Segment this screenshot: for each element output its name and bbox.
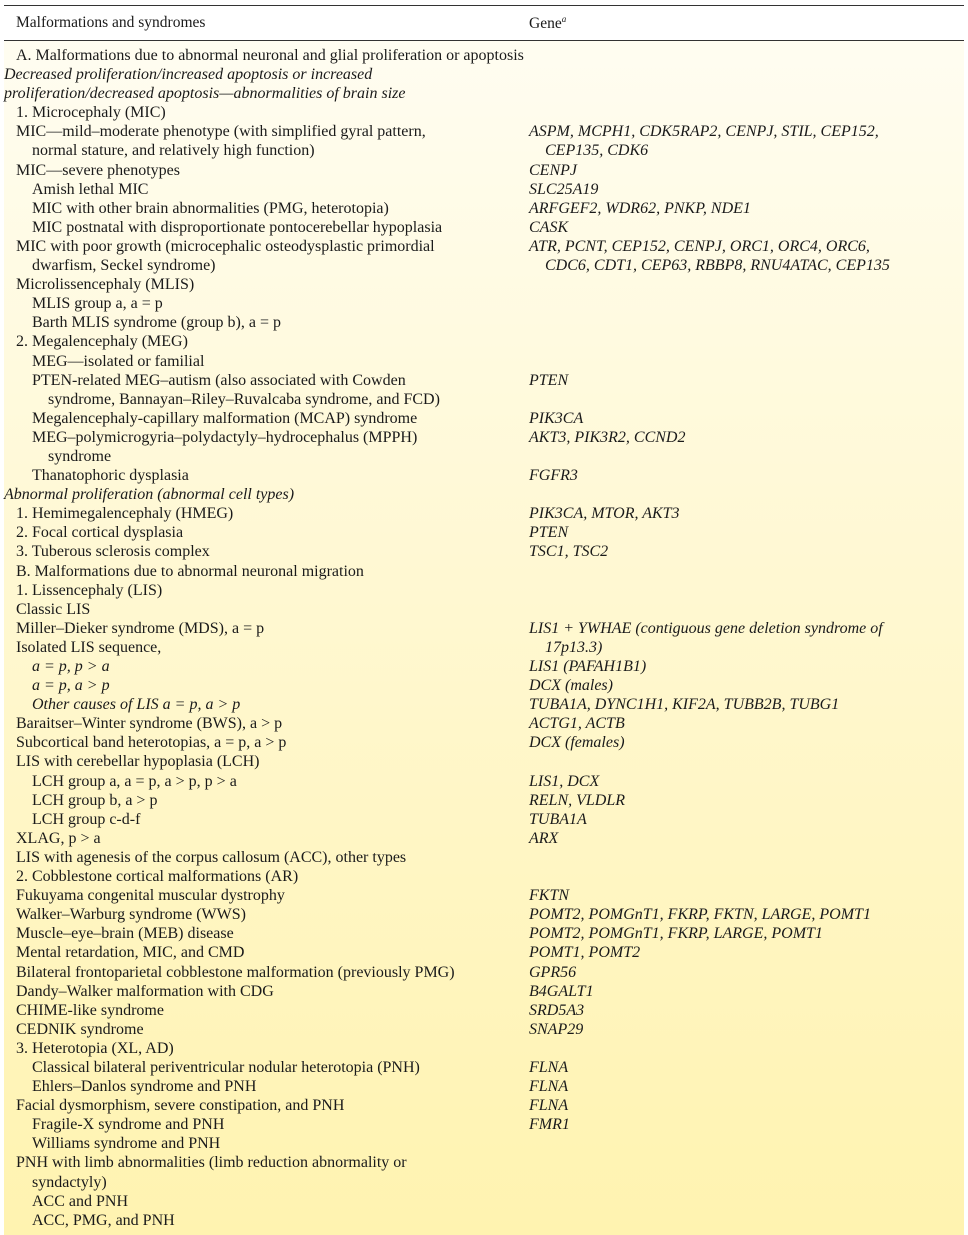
malformation-text: Miller–Dieker syndrome (MDS), a = p <box>16 619 265 637</box>
gene-text: POMT2, POMGnT1, FKRP, FKTN, LARGE, POMT1 <box>529 906 871 924</box>
malformation-text: Dandy–Walker malformation with CDG <box>16 982 274 1000</box>
malformation-text: 3. Tuberous sclerosis complex <box>16 543 210 561</box>
malformation-cell <box>4 332 964 351</box>
gene-text: FLNA <box>529 1078 569 1096</box>
gene-text: DCX (females) <box>529 734 625 752</box>
gene-cell <box>529 943 934 962</box>
gene-text: 17p13.3) <box>545 638 603 656</box>
table-row <box>4 1115 964 1134</box>
malformation-text: MIC—severe phenotypes <box>16 161 180 179</box>
table-row <box>4 1039 964 1058</box>
table-row <box>4 848 964 867</box>
gene-text: PTEN <box>529 524 569 542</box>
gene-cell <box>529 829 934 848</box>
gene-text: CASK <box>529 218 569 236</box>
header-malformations: Malformations and syndromes <box>16 14 206 31</box>
malformation-text: CEDNIK syndrome <box>16 1020 144 1038</box>
malformation-text: normal stature, and relatively high function) <box>32 142 315 160</box>
table-row <box>4 1096 964 1115</box>
gene-cell <box>529 1115 934 1134</box>
gene-text: PTEN <box>529 371 569 389</box>
gene-text: CEP135, CDK6 <box>545 142 649 160</box>
table-row <box>4 103 964 122</box>
malformation-text: ACC, PMG, and PNH <box>32 1211 175 1229</box>
malformation-text: A. Malformations due to abnormal neuronal and glial proliferation or apoptosis <box>16 47 524 64</box>
table-row <box>4 810 964 829</box>
table-body <box>4 41 964 1235</box>
table-row <box>4 161 964 180</box>
table-row <box>4 218 964 237</box>
table-row <box>4 1153 964 1191</box>
malformation-cell <box>4 867 964 886</box>
gene-cell <box>529 1058 934 1077</box>
malformation-text: MEG–polymicrogyria–polydactyly–hydrocephalus (MPPH) <box>32 428 418 446</box>
table-row <box>4 963 964 982</box>
gene-cell <box>529 963 934 982</box>
gene-cell <box>529 1096 934 1115</box>
table-row <box>4 122 964 160</box>
gene-text: PIK3CA, MTOR, AKT3 <box>529 505 680 523</box>
table-row <box>4 466 964 485</box>
table-row <box>4 733 964 752</box>
table-row <box>4 562 964 581</box>
gene-cell <box>529 1001 934 1020</box>
gene-cell <box>529 676 934 695</box>
malformation-text: LCH group b, a > p <box>32 791 158 809</box>
table-row <box>4 695 964 714</box>
malformation-text: Classic LIS <box>16 600 91 618</box>
malformation-text: MIC with poor growth (microcephalic osteodysplastic primordial <box>16 237 435 255</box>
table-row <box>4 943 964 962</box>
table-row <box>4 714 964 733</box>
malformation-cell <box>4 600 964 619</box>
table-row <box>4 752 964 771</box>
table-row <box>4 428 964 466</box>
malformation-text: 3. Heterotopia (XL, AD) <box>16 1039 174 1057</box>
malformation-text: 2. Megalencephaly (MEG) <box>16 333 188 351</box>
gene-text: POMT2, POMGnT1, FKRP, LARGE, POMT1 <box>529 925 823 943</box>
gene-text: LIS1, DCX <box>529 772 600 790</box>
table-row <box>4 332 964 351</box>
gene-cell <box>529 237 934 275</box>
malformation-text: Bilateral frontoparietal cobblestone malformation (previously PMG) <box>16 963 455 981</box>
malformation-text: LIS with agenesis of the corpus callosum (ACC), other types <box>16 848 407 866</box>
table-row <box>4 65 964 103</box>
malformation-cell <box>4 752 964 771</box>
malformation-cell <box>4 275 964 294</box>
malformation-text: MIC—mild–moderate phenotype (with simplified gyral pattern, <box>16 123 426 141</box>
table-row <box>4 275 964 294</box>
malformation-text: 2. Cobblestone cortical malformations (AR) <box>16 868 299 886</box>
malformation-text: Classical bilateral periventricular nodular heterotopia (PNH) <box>32 1058 420 1076</box>
gene-text: B4GALT1 <box>529 982 594 1000</box>
gene-text: ACTG1, ACTB <box>529 715 625 733</box>
malformation-text: 2. Focal cortical dysplasia <box>16 524 184 542</box>
gene-cell <box>529 161 934 180</box>
gene-text: TUBA1A <box>529 810 587 828</box>
table-row <box>4 352 964 371</box>
header-gene-footnote: a <box>561 14 567 24</box>
malformation-text: 1. Microcephaly (MIC) <box>16 104 166 122</box>
table-row <box>4 371 964 409</box>
table-row <box>4 1001 964 1020</box>
table-row <box>4 1077 964 1096</box>
malformation-text: CHIME-like syndrome <box>16 1001 164 1019</box>
gene-cell <box>529 371 934 390</box>
malformation-text: syndrome, Bannayan–Riley–Ruvalcaba syndrome, and FCD) <box>48 390 440 408</box>
gene-text: FLNA <box>529 1097 569 1115</box>
table-row <box>4 504 964 523</box>
malformation-cell <box>4 638 964 657</box>
gene-text: ARFGEF2, WDR62, PNKP, NDE1 <box>529 199 751 217</box>
malformation-cell <box>4 313 964 332</box>
malformation-text: syndactyly) <box>32 1173 107 1191</box>
gene-cell <box>529 122 934 160</box>
table-row <box>4 542 964 561</box>
malformation-cell <box>4 562 964 581</box>
gene-cell <box>529 1077 934 1096</box>
gene-text: FGFR3 <box>529 467 578 485</box>
malformation-text: a = p, a > p <box>32 677 110 695</box>
table-row <box>4 676 964 695</box>
malformation-text: MLIS group a, a = p <box>32 295 163 313</box>
malformation-text: Ehlers–Danlos syndrome and PNH <box>32 1078 257 1096</box>
malformation-text: XLAG, p > a <box>16 829 101 847</box>
gene-text: RELN, VLDLR <box>529 791 626 809</box>
gene-text: TSC1, TSC2 <box>529 543 609 561</box>
gene-text: SLC25A19 <box>529 180 599 198</box>
gene-text: AKT3, PIK3R2, CCND2 <box>529 428 686 446</box>
table-row <box>4 924 964 943</box>
table-row <box>4 180 964 199</box>
malformation-cell <box>4 352 964 371</box>
malformation-cell <box>4 294 964 313</box>
malformation-cell <box>4 1153 964 1191</box>
gene-cell <box>529 180 934 199</box>
table-row <box>4 886 964 905</box>
gene-text: SNAP29 <box>529 1020 584 1038</box>
table-row <box>4 199 964 218</box>
malformation-text: LCH group a, a = p, a > p, p > a <box>32 772 237 790</box>
table-row <box>4 982 964 1001</box>
gene-cell <box>529 466 934 485</box>
malformation-text: 1. Lissencephaly (LIS) <box>16 581 163 599</box>
table-row <box>4 1058 964 1077</box>
malformation-text: PTEN-related MEG–autism (also associated with Cowden <box>32 371 406 389</box>
gene-cell <box>529 886 934 905</box>
malformation-cell <box>4 1134 964 1153</box>
gene-cell <box>529 199 934 218</box>
table-rows <box>4 46 964 1230</box>
gene-cell <box>529 924 934 943</box>
malformation-text: LIS with cerebellar hypoplasia (LCH) <box>16 753 260 771</box>
malformation-text: Megalencephaly-capillary malformation (MCAP) syndrome <box>32 409 418 427</box>
table-row <box>4 657 964 676</box>
malformation-text: Decreased proliferation/increased apoptosis or increased proliferation/decreased apoptosis—abnormalities of brain size <box>4 66 406 103</box>
malformation-text: Subcortical band heterotopias, a = p, a > p <box>16 734 287 752</box>
malformation-text: Mental retardation, MIC, and CMD <box>16 944 245 962</box>
table-header <box>4 6 964 41</box>
gene-cell <box>529 714 934 733</box>
table-row <box>4 523 964 542</box>
table-row <box>4 313 964 332</box>
gene-text: CENPJ <box>529 161 577 179</box>
gene-text: DCX (males) <box>529 677 613 695</box>
table-row <box>4 1192 964 1211</box>
malformation-text: Abnormal proliferation (abnormal cell types) <box>4 486 295 504</box>
gene-text: LIS1 + YWHAE (contiguous gene deletion syndrome of <box>529 619 883 637</box>
malformation-text: 1. Hemimegalencephaly (HMEG) <box>16 505 234 523</box>
table-row <box>4 237 964 275</box>
malformation-text: Microlissencephaly (MLIS) <box>16 276 195 294</box>
malformation-text: dwarfism, Seckel syndrome) <box>32 257 216 275</box>
table-row <box>4 829 964 848</box>
malformation-text: PNH with limb abnormalities (limb reduction abnormality or <box>16 1154 407 1172</box>
table-row <box>4 600 964 619</box>
table-row <box>4 485 964 504</box>
gene-text: POMT1, POMT2 <box>529 944 641 962</box>
malformation-cell <box>4 848 964 867</box>
malformation-text: syndrome <box>48 447 112 465</box>
malformation-text: Walker–Warburg syndrome (WWS) <box>16 906 246 924</box>
malformation-text: Facial dysmorphism, severe constipation, and PNH <box>16 1097 345 1115</box>
gene-text: FKTN <box>529 887 570 905</box>
malformation-cell <box>4 485 964 504</box>
gene-cell <box>529 733 934 752</box>
malformation-text: MIC with other brain abnormalities (PMG, heterotopia) <box>32 199 389 217</box>
gene-cell <box>529 523 934 542</box>
gene-cell <box>529 772 934 791</box>
table-row <box>4 1134 964 1153</box>
gene-cell <box>529 695 934 714</box>
table-row <box>4 638 964 657</box>
table-row <box>4 772 964 791</box>
gene-text: ATR, PCNT, CEP152, CENPJ, ORC1, ORC4, ORC6, <box>529 237 870 255</box>
malformation-text: Baraitser–Winter syndrome (BWS), a > p <box>16 715 283 733</box>
gene-cell <box>529 657 934 676</box>
gene-cell <box>529 791 934 810</box>
malformation-text: Barth MLIS syndrome (group b), a = p <box>32 314 281 332</box>
gene-cell <box>529 218 934 237</box>
malformation-text: Muscle–eye–brain (MEB) disease <box>16 925 234 943</box>
gene-cell <box>529 409 934 428</box>
table-row <box>4 791 964 810</box>
malformation-cell <box>4 1192 964 1211</box>
gene-text: ARX <box>529 829 559 847</box>
malformation-cell <box>4 65 964 103</box>
malformation-text: Other causes of LIS a = p, a > p <box>32 696 241 714</box>
gene-text: SRD5A3 <box>529 1001 585 1019</box>
table-row <box>4 294 964 313</box>
gene-text: CDC6, CDT1, CEP63, RBBP8, RNU4ATAC, CEP135 <box>545 257 890 275</box>
gene-cell <box>529 905 934 924</box>
malformation-text: Thanatophoric dysplasia <box>32 467 189 485</box>
malformation-text: MIC postnatal with disproportionate pontocerebellar hypoplasia <box>32 218 443 236</box>
gene-text: LIS1 (PAFAH1B1) <box>529 658 647 675</box>
gene-cell <box>529 542 934 561</box>
malformation-cell <box>4 1039 964 1058</box>
gene-text: GPR56 <box>529 963 577 981</box>
malformation-text: MEG—isolated or familial <box>32 352 205 370</box>
malformation-text: a = p, p > a <box>32 658 110 675</box>
table-row <box>4 1211 964 1230</box>
gene-text: FMR1 <box>529 1116 570 1134</box>
header-gene-label: Gene <box>529 15 562 33</box>
header-gene <box>529 14 566 33</box>
gene-cell <box>529 982 934 1001</box>
gene-text: ASPM, MCPH1, CDK5RAP2, CENPJ, STIL, CEP152, <box>529 123 879 141</box>
malformation-cell <box>4 581 964 600</box>
malformation-text: Williams syndrome and PNH <box>32 1135 221 1153</box>
malformation-cell <box>4 103 964 122</box>
table-row <box>4 409 964 428</box>
gene-text: PIK3CA <box>529 409 584 427</box>
gene-cell <box>529 810 934 829</box>
malformation-text: Amish lethal MIC <box>32 180 149 198</box>
malformation-text: ACC and PNH <box>32 1192 129 1210</box>
gene-cell <box>529 428 934 447</box>
gene-text: TUBA1A, DYNC1H1, KIF2A, TUBB2B, TUBG1 <box>529 696 840 714</box>
malformation-text: LCH group c-d-f <box>32 810 141 828</box>
gene-text: FLNA <box>529 1058 569 1076</box>
malformation-text: Fragile-X syndrome and PNH <box>32 1116 225 1134</box>
table-row <box>4 905 964 924</box>
table-row <box>4 1020 964 1039</box>
malformation-text: Fukuyama congenital muscular dystrophy <box>16 887 285 905</box>
malformation-text: Isolated LIS sequence, <box>16 638 162 656</box>
table-row <box>4 867 964 886</box>
gene-cell <box>529 1020 934 1039</box>
malformation-cell <box>4 1211 964 1230</box>
table-row <box>4 46 964 65</box>
malformation-text: B. Malformations due to abnormal neuronal migration <box>16 562 364 580</box>
table-row <box>4 581 964 600</box>
malformation-cell <box>4 46 964 65</box>
gene-cell <box>529 504 934 523</box>
